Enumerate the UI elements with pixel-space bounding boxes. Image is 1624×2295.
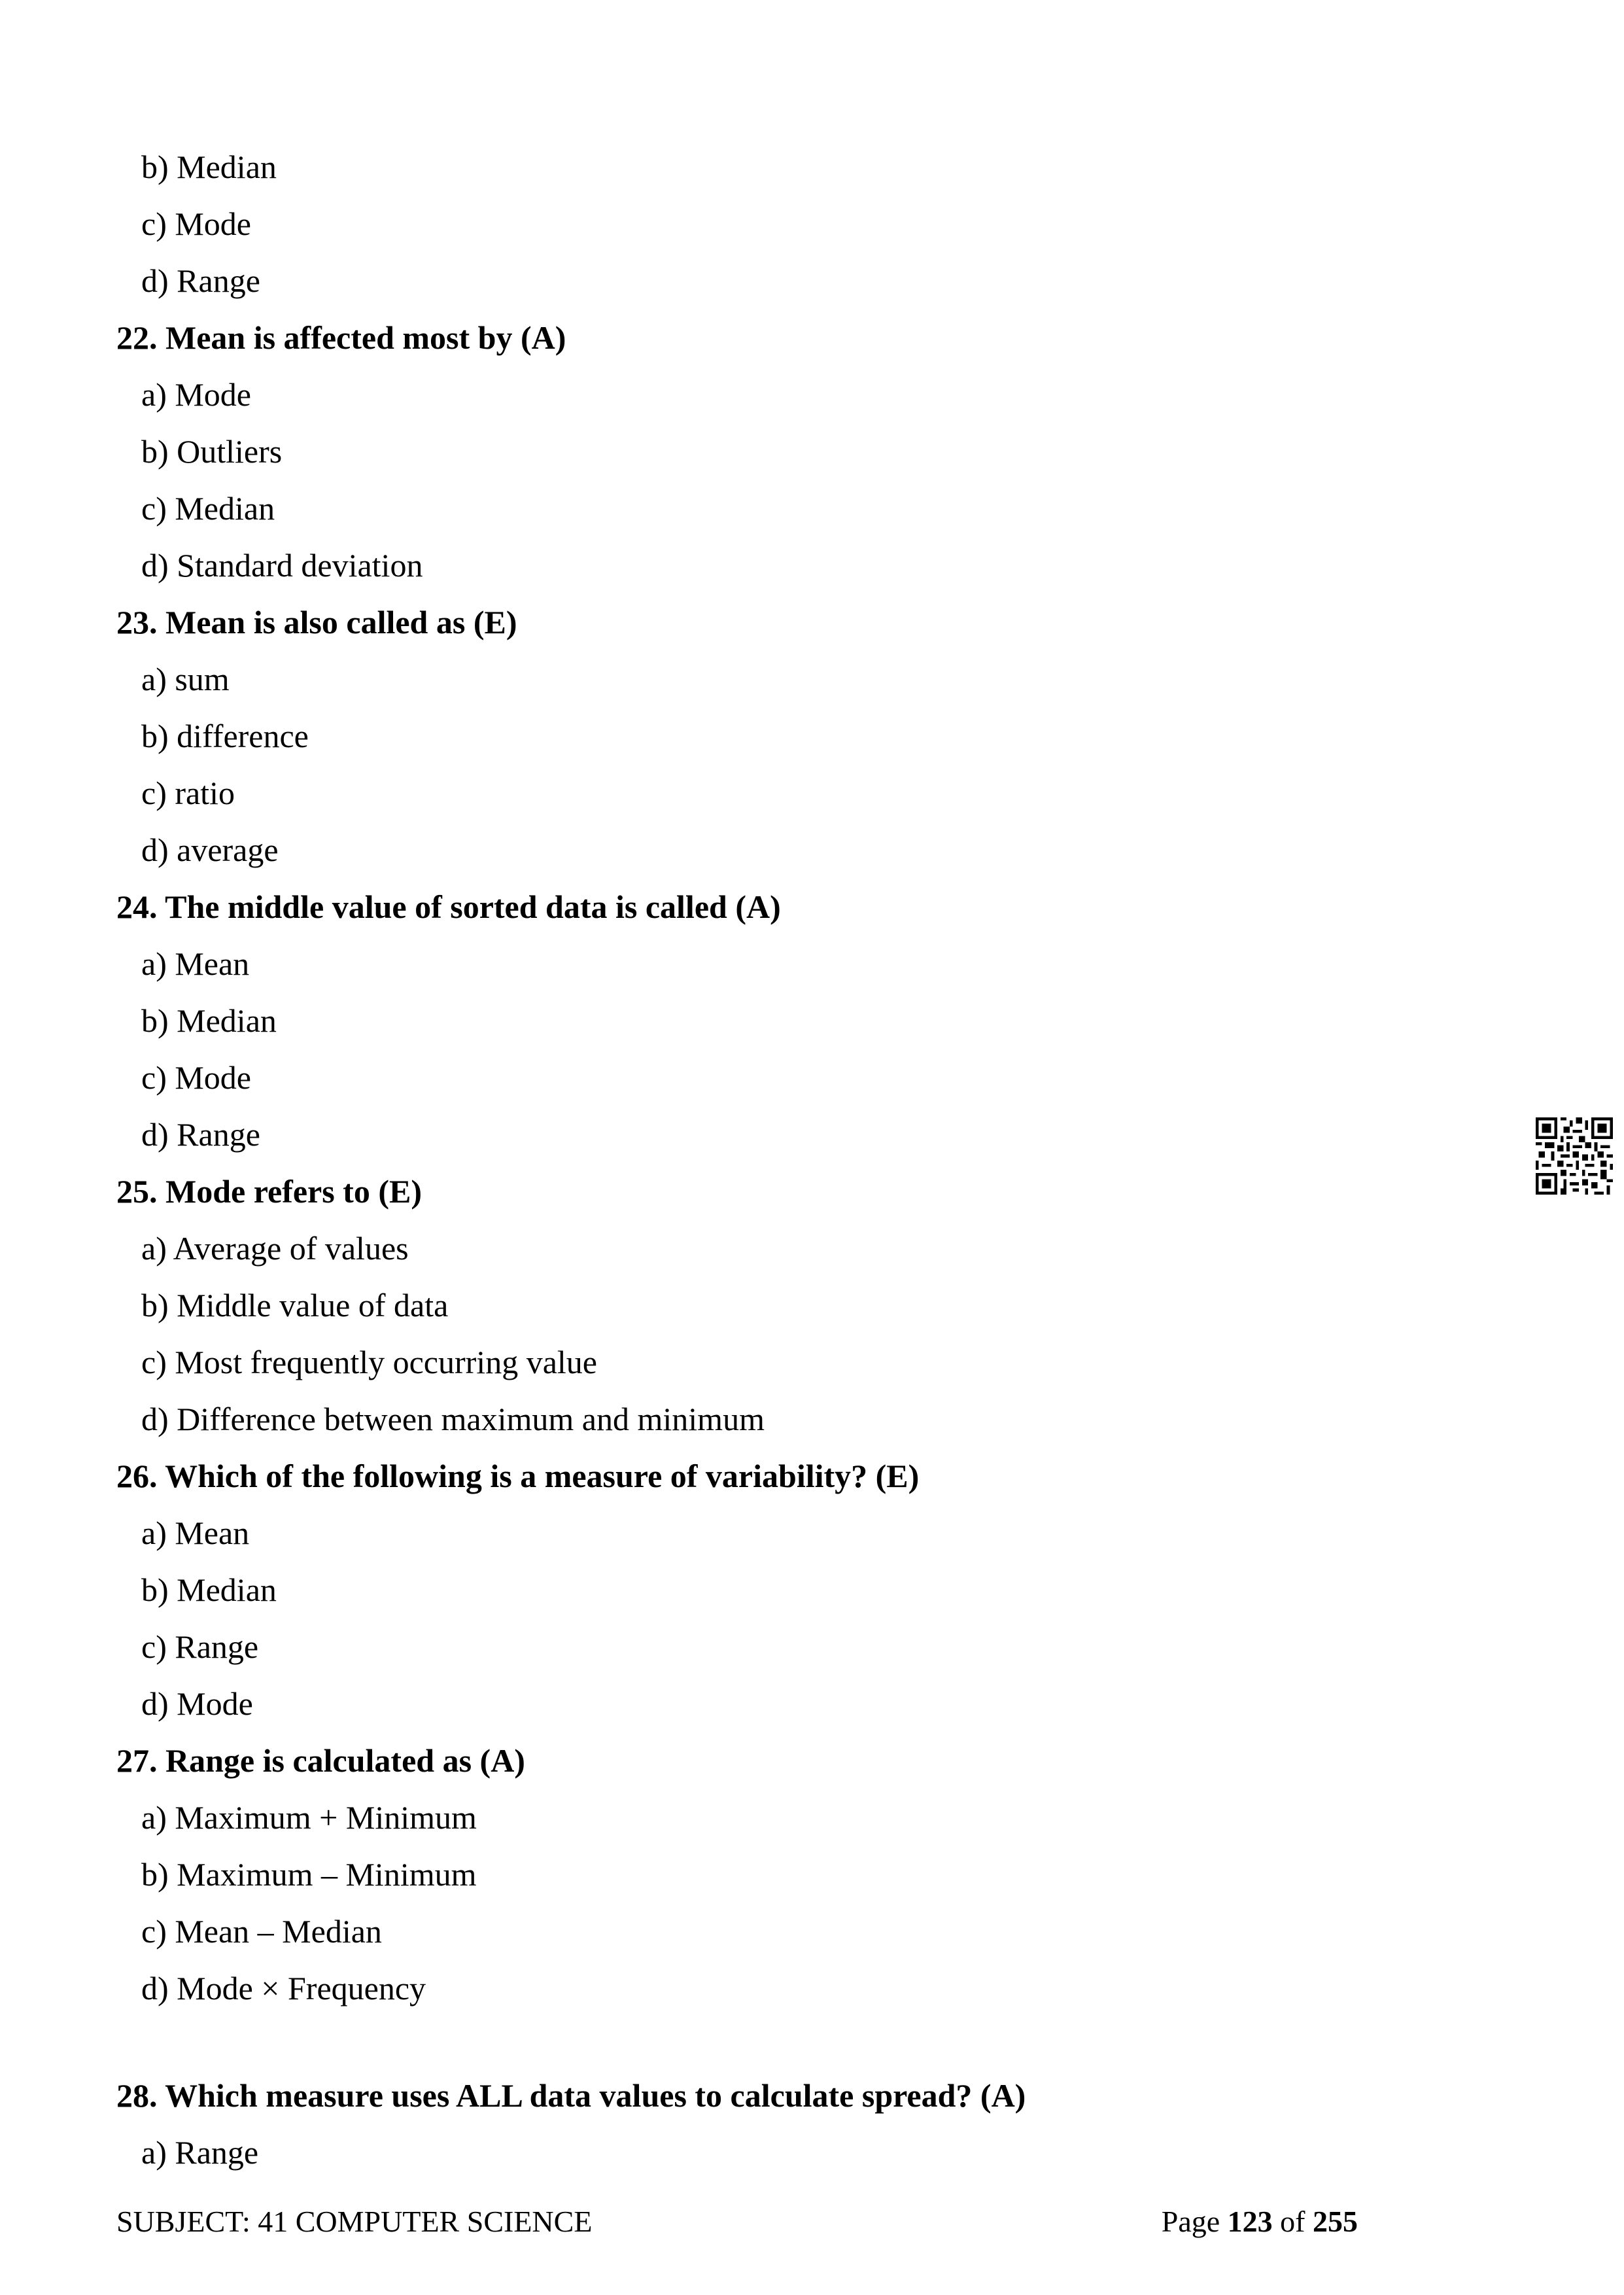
question-24: 24. The middle value of sorted data is called (A)	[116, 888, 781, 925]
question-22: 22. Mean is affected most by (A)	[116, 319, 566, 356]
option-item: a) Average of values	[141, 1230, 409, 1267]
option-item: d) Standard deviation	[141, 547, 423, 584]
option-item: b) Median	[141, 1571, 277, 1608]
question-25: 25. Mode refers to (E)	[116, 1173, 422, 1210]
option-item: b) Median	[141, 1002, 277, 1039]
option-item: b) Outliers	[141, 433, 283, 470]
total-pages: 255	[1313, 2205, 1358, 2238]
option-item: a) sum	[141, 661, 230, 697]
question-26: 26. Which of the following is a measure of variability? (E)	[116, 1458, 920, 1494]
option-item: a) Mode	[141, 376, 251, 413]
option-item: d) Difference between maximum and minimum	[141, 1401, 765, 1437]
option-item: a) Mean	[141, 945, 250, 982]
option-item: d) Range	[141, 1116, 260, 1153]
option-item: a) Mean	[141, 1515, 250, 1551]
option-item: b) Middle value of data	[141, 1287, 449, 1323]
page-of: of	[1272, 2205, 1313, 2238]
option-item: b) Median	[141, 149, 277, 185]
option-item: c) Range	[141, 1628, 259, 1665]
question-23: 23. Mean is also called as (E)	[116, 604, 517, 640]
section-gap	[116, 2017, 1425, 2067]
page-prefix: Page	[1161, 2205, 1228, 2238]
option-item: b) difference	[141, 718, 309, 754]
option-item: d) Mode	[141, 1685, 253, 1722]
footer-subject: SUBJECT: 41 COMPUTER SCIENCE	[116, 2205, 593, 2238]
option-item: d) average	[141, 832, 279, 868]
current-page: 123	[1227, 2205, 1273, 2238]
option-item: d) Mode × Frequency	[141, 1970, 426, 2006]
option-item: c) ratio	[141, 775, 235, 811]
question-27: 27. Range is calculated as (A)	[116, 1742, 525, 1779]
option-item: d) Range	[141, 262, 260, 299]
option-item: b) Maximum – Minimum	[141, 1856, 477, 1893]
qr-code-icon	[1536, 1117, 1613, 1195]
question-28: 28. Which measure uses ALL data values to calculate spread? (A)	[116, 2077, 1026, 2114]
option-item: a) Range	[141, 2134, 259, 2171]
option-item: c) Median	[141, 490, 275, 527]
option-item: c) Mode	[141, 1059, 251, 1096]
option-item: a) Maximum + Minimum	[141, 1799, 477, 1836]
option-item: c) Mean – Median	[141, 1913, 382, 1950]
page-footer	[116, 2202, 1358, 2241]
question-list	[116, 139, 1425, 2181]
option-item: c) Mode	[141, 205, 251, 242]
option-item: c) Most frequently occurring value	[141, 1344, 597, 1380]
footer-page-number	[1162, 2202, 1358, 2241]
